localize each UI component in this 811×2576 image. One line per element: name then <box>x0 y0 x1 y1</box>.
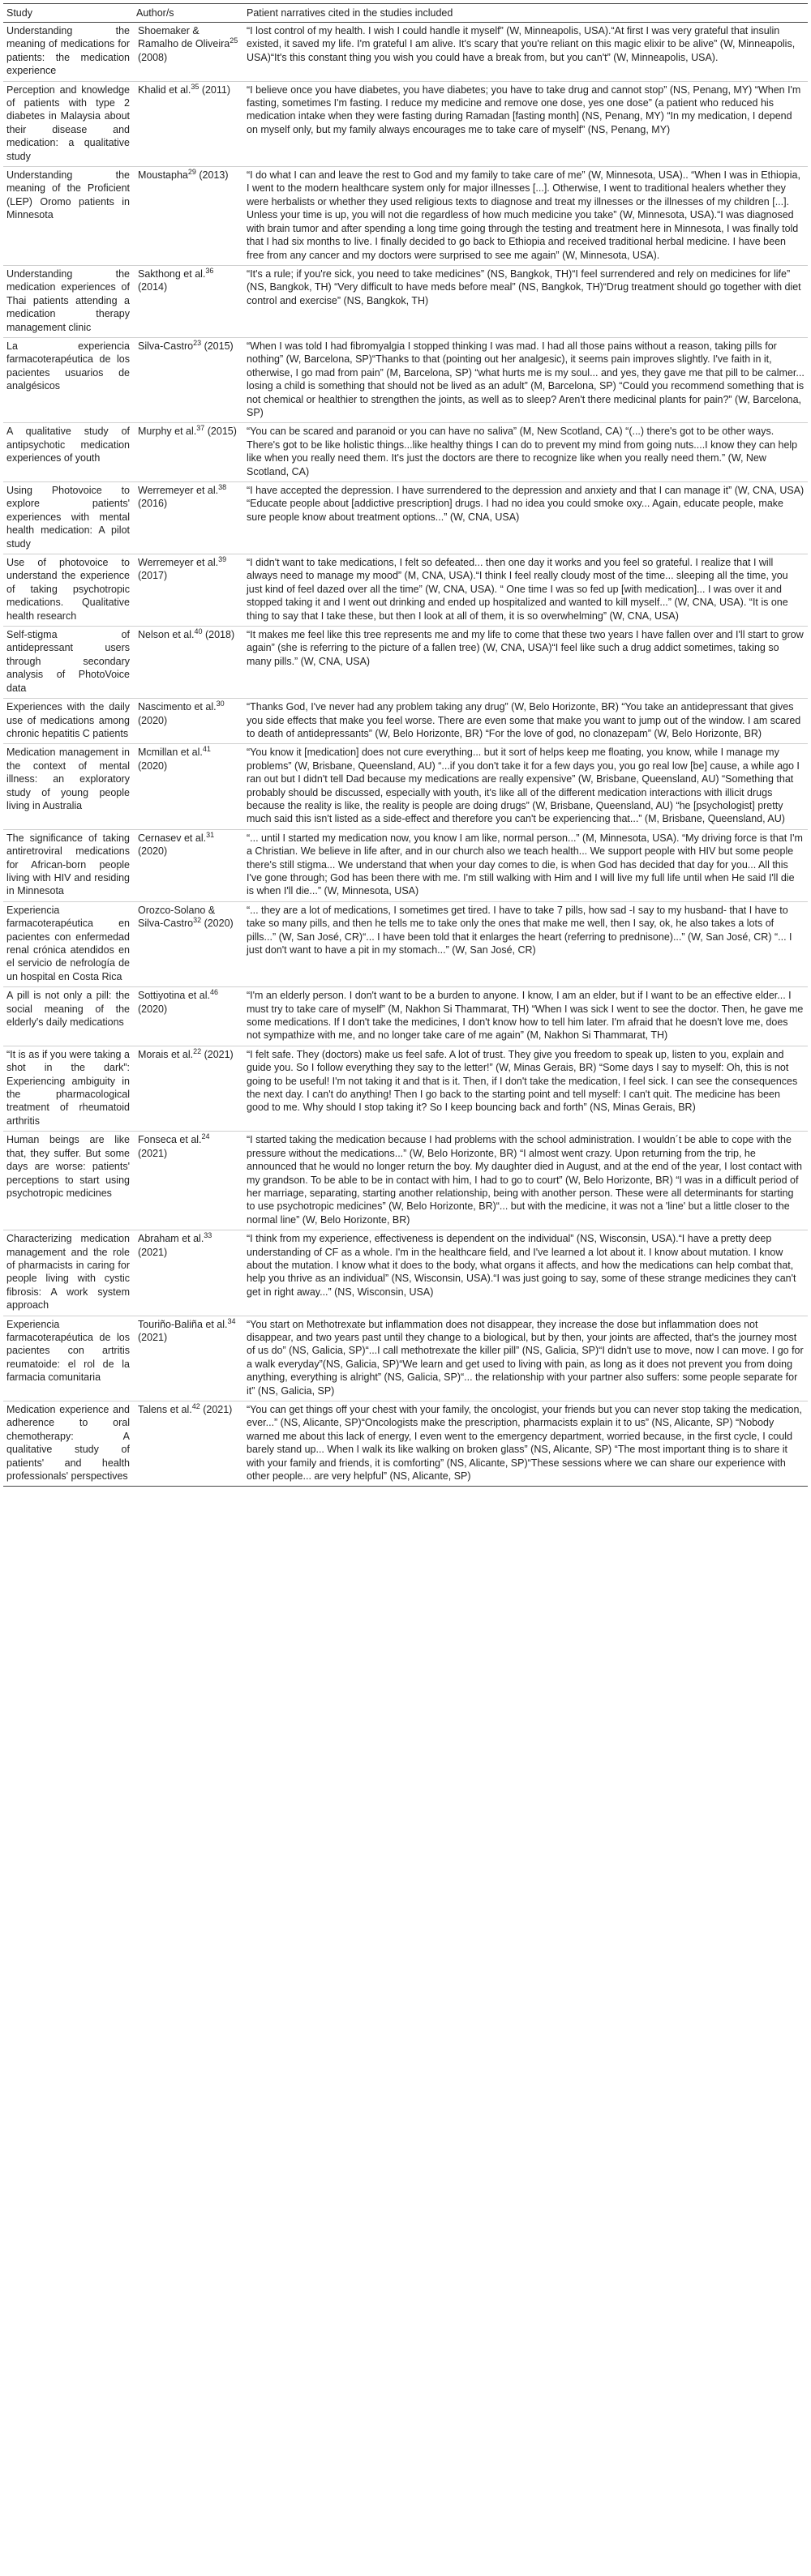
publication-year: (2014) <box>138 281 168 293</box>
author-name: Talens et al. <box>138 1404 192 1415</box>
table-row <box>3 1230 808 1316</box>
reference-number: 24 <box>201 1132 210 1141</box>
author-cell <box>133 23 243 82</box>
study-title: “It is as if you were taking a shot in the dark”: Experiencing ambiguity in the pharmacological treatment of rheumatoid arthritis <box>3 1046 133 1131</box>
reference-number: 22 <box>193 1046 202 1055</box>
table-row <box>3 482 808 554</box>
patient-narratives: “I felt safe. They (doctors) make us feel safe. A lot of trust. They give you freedom to speak up, listen to you, explain and guide you. So I follow everything they say to the letter!” (W, Minas Gerais, BR) “Some days I say to myself: Oh, this is not going to be useful! I'm not taking it and that is it. Then, if I don't take the medication, I feel sick. I can see the consequences the next day. I can't do anything! Then I go back to the starting point and tell myself: I can't quit. The medicine has been good to me. Why should I stop taking it? So I keep bouncing back and forth” (NS, Minas Gerais, BR) <box>243 1046 808 1131</box>
study-title: Experiencia farmacoterapéutica de los pacientes con artritis reumatoide: el rol de la farmacia comunitaria <box>3 1316 133 1401</box>
patient-narratives: “You start on Methotrexate but inflammation does not disappear, they increase the dose but inflammation does not disappear, and two years past until they change to a biological, but by then, your joints are affected, that's the journey most of us do” (NS, Galicia, SP)“...I call methotrexate the killer pill” (NS, Galicia, SP)“I didn't use to move, now I can move. I go for a walk everyday”(NS, Galicia, SP)“We learn and get used to living with pain, as long as it does not prevent you from doing anything, everything is alright” (NS, Galicia, SP)“... the relationship with your partner also suffers: some people separate for it” (NS, Galicia, SP) <box>243 1316 808 1401</box>
author-cell <box>133 987 243 1046</box>
author-cell <box>133 1401 243 1487</box>
table-row <box>3 901 808 986</box>
table-row <box>3 81 808 166</box>
study-title: A qualitative study of antipsychotic medication experiences of youth <box>3 423 133 482</box>
study-title: Understanding the meaning of the Proficient (LEP) Oromo patients in Minnesota <box>3 167 133 266</box>
reference-number: 34 <box>227 1316 236 1325</box>
study-title: Medication experience and adherence to oral chemotherapy: A qualitative study of patients' and health professionals' perspectives <box>3 1401 133 1487</box>
table-row <box>3 1316 808 1401</box>
reference-number: 36 <box>205 266 214 275</box>
patient-narratives: “I have accepted the depression. I have surrendered to the depression and anxiety and that I can manage it” (W, CNA, USA) “Educate people about [addictive prescription] drugs. I had no idea you could smoke oxy... Again, educate people, make sure people know about treatment options...” (W, CNA, USA) <box>243 482 808 554</box>
patient-narratives: “You know it [medication] does not cure everything... but it sort of helps keep me floating, you know, while I manage my problems” (W, Brisbane, Queensland, AU) “...if you don't take it for a few days you, you go real low [be] cause, a while ago I ran out but I didn't tell Dad because my medications are really expensive” (W, Brisbane, Queensland, AU) “Something that probably should be discussed, especially with youth, it's like all of the different medication interactions with illicit drugs because the reality is like, the reality is people are doing drugs” (W, Brisbane, Queensland, AU) “he [psychologist] pretty much said this isn't listed as a side-effect and therefore you can't be experiencing that...” (M, Brisbane, Queensland, AU) <box>243 744 808 829</box>
publication-year: (2016) <box>138 498 168 510</box>
publication-year: (2021) <box>200 1404 233 1415</box>
study-title: A pill is not only a pill: the social meaning of the elderly's daily medications <box>3 987 133 1046</box>
reference-number: 35 <box>191 82 200 91</box>
study-title: Understanding the medication experiences of Thai patients attending a medication therapy management clinic <box>3 265 133 337</box>
patient-narratives: “I believe once you have diabetes, you have diabetes; you have to take drug and cannot stop” (NS, Penang, MY) “When I'm fasting, sometimes I'm fasting. I reduce my medicine and remove one dose, yes one dose” (a patient who reduced his medication intake when they were fasting during Ramadan [fasting month] (NS, Penang, MY) “In my medication, I depend on myself only, but my family always encourages me to take care of myself” (NS, Penang, MY) <box>243 81 808 166</box>
publication-year: (2013) <box>195 169 229 182</box>
author-cell <box>133 1046 243 1131</box>
publication-year: (2008) <box>138 51 168 63</box>
header-narratives: Patient narratives cited in the studies included <box>243 4 808 23</box>
patient-narratives: “I didn't want to take medications, I felt so defeated... then one day it works and you feel so grateful. I realize that I will always need to manage my mood” (M, CNA, USA).“I think I feel really cloudy most of the time... sleeping all the time, you just kind of feel dazed over all the time” (W, CNA, USA). “ One time I was so fed up [with medication]... I was over it and stopped taking it and I went out drinking and ended up hospitalized and wanted to kill myself...” (W, CNA, USA). “It is one thing to say that I take these, but then I look at all of them, it is so overwhelming” (W, CNA, USA) <box>243 554 808 627</box>
publication-year: (2017) <box>138 570 168 582</box>
study-title: Using Photovoice to explore patients' experiences with mental health medication: A pilot study <box>3 482 133 554</box>
patient-narratives: “It makes me feel like this tree represents me and my life to come that these two years I have fallen over and I'll start to grow again” (she is referring to the picture of a fallen tree) (W, CNA, USA)“I feel like such a drug addict sometimes, taking so many pills.” (W, CNA, USA) <box>243 627 808 699</box>
header-study: Study <box>3 4 133 23</box>
table-row <box>3 1132 808 1230</box>
study-title: Experiencia farmacoterapéutica en pacientes con enfermedad renal crónica atendidos en el servicio de nefrología de un hospital en Costa Rica <box>3 901 133 986</box>
study-title: Human beings are like that, they suffer. But some days are worse: patients' perceptions to start using psychotropic medicines <box>3 1132 133 1230</box>
patient-narratives: “... they are a lot of medications, I sometimes get tired. I have to take 7 pills, how sad -I say to my husband- that I have to take so many pills, and then he tells me to take only the ones that make me well, then I say, ok, he also takes a lots of pills...” (W, San José, CR)“... I have been told that it enlarges the heart (referring to prednisone)...” (W, San José, CR) “... I just don't want to have a pit in my stomach...” (W, San José, CR) <box>243 901 808 986</box>
author-name: Moustapha <box>138 169 188 182</box>
table-row <box>3 987 808 1046</box>
table-row <box>3 554 808 627</box>
study-title: The significance of taking antiretroviral medications for African-born people living with HIV and residing in Minnesota <box>3 829 133 901</box>
author-name: Silva-Castro <box>138 340 194 352</box>
patient-narratives: “I'm an elderly person. I don't want to be a burden to anyone. I know, I am an elder, but if I want to be an effective elder... I must try to take care of myself” (M, Nakhon Si Thammarat, TH) “When I was sick I went to see the doctor. Then, he gave me some medications. If I don't take the medicines, I don't know how to tell him later. I'm afraid that he doesn't love me, does not sympathize with me, and no longer take care of me again” (M, Nakhon Si Thammarat, TH) <box>243 987 808 1046</box>
header-authors: Author/s <box>133 4 243 23</box>
author-cell <box>133 423 243 482</box>
publication-year: (2021) <box>138 1331 168 1343</box>
author-cell <box>133 901 243 986</box>
publication-year: (2015) <box>201 340 234 352</box>
table-body <box>3 23 808 1487</box>
author-cell <box>133 1132 243 1230</box>
author-cell <box>133 699 243 744</box>
author-name: Werremeyer et al. <box>138 485 219 496</box>
author-name: Werremeyer et al. <box>138 557 219 569</box>
publication-year: (2020) <box>138 760 168 772</box>
author-cell <box>133 337 243 422</box>
study-title: Perception and knowledge of patients with type 2 diabetes in Malaysia about their disease and medication: a qualitative study <box>3 81 133 166</box>
study-title: Use of photovoice to understand the experience of taking psychotropic medications. Qualitative health research <box>3 554 133 627</box>
publication-year: (2020) <box>138 714 168 726</box>
publication-year: (2021) <box>201 1048 234 1060</box>
author-cell <box>133 1316 243 1401</box>
publication-year: (2021) <box>138 1246 168 1258</box>
patient-narratives: “You can be scared and paranoid or you can have no saliva” (M, New Scotland, CA) “(...) there's got to be other ways. There's got to be like holistic things...like healthy things I can do to prevent my mind from going nuts....I know they can help like when you really need them. It's just the doctors are there to recognize like when you really need them.” (W, New Scotland, CA) <box>243 423 808 482</box>
author-cell <box>133 554 243 627</box>
publication-year: (2018) <box>202 629 235 641</box>
patient-narratives: “It's a rule; if you're sick, you need to take medicines” (NS, Bangkok, TH)“I feel surrendered and rely on medicines for life” (NS, Bangkok, TH) “Very difficult to have meds before meal” (NS, Bangkok, TH)“Drug treatment should go together with diet control and exercise” (NS, Bangkok, TH) <box>243 265 808 337</box>
patient-narratives: “I do what I can and leave the rest to God and my family to take care of me” (W, Minnesota, USA).. “When I was in Ethiopia, I went to the modern healthcare system only for major illnesses [...]. Otherwise, I went to traditional healers whether they were herbalists or whether they used religious texts to diagnose and treat my illnesses or the illnesses of my children [...]. Unless your time is up, you will not die regardless of how much medicine you take” (W, Minnesota, USA).“I was diagnosed with brain tumor and after spending a long time going through the testing and treatment here in Minnesota, I was finally told that I had six months to live. I finally decided to go back to Ethiopia and received traditional herbal medicine. I have been free from any cancer and my doctors were surprised to see me again” (W, Minnesota, USA). <box>243 167 808 266</box>
study-title: La experiencia farmacoterapéutica de los pacientes usuarios de analgésicos <box>3 337 133 422</box>
patient-narratives: “When I was told I had fibromyalgia I stopped thinking I was mad. I had all those pains without a reason, taking pills for nothing” (W, Barcelona, SP)“Thanks to that (pointing out her analgesic), it seems pain improves slightly. I've faith in it, otherwise, I go mad from pain” (M, Barcelona, SP) “what hurts me is my soul... and yes, they gave me that pill to be calmer... losing a child is something that should not be lived as an adult” (M, Barcelona, SP) “Could you recommend something that is not chemical or healthier to strengthen the joints, as well as to sleep? Aren't there medicinal plants for pain?” (W, Barcelona, SP) <box>243 337 808 422</box>
table-row <box>3 744 808 829</box>
reference-number: 46 <box>209 988 218 997</box>
study-title: Understanding the meaning of medications for patients: the medication experience <box>3 23 133 82</box>
header-row <box>3 4 808 23</box>
reference-number: 38 <box>218 482 227 491</box>
table-row <box>3 1401 808 1487</box>
author-name: Sakthong et al. <box>138 267 206 280</box>
table-row <box>3 265 808 337</box>
reference-number: 40 <box>194 627 203 635</box>
author-name: Nascimento et al. <box>138 701 217 713</box>
author-cell <box>133 167 243 266</box>
reference-number: 41 <box>202 745 211 754</box>
reference-number: 37 <box>196 424 205 433</box>
reference-number: 29 <box>187 167 196 176</box>
author-name: Murphy et al. <box>138 426 197 438</box>
author-name: Cernasev et al. <box>138 832 207 844</box>
publication-year: (2020) <box>138 1003 168 1015</box>
author-name: Touriño-Baliña et al. <box>138 1318 228 1330</box>
reference-number: 33 <box>204 1230 212 1239</box>
patient-narratives: “Thanks God, I've never had any problem taking any drug” (W, Belo Horizonte, BR) “You take an antidepressant that gives you side effects that make you feel worse. There are even some that make you want to jump out of the window. I am scared to death of antidepressants” (W, Belo Horizonte, BR) “For the love of god, no clonazepam” (W, Belo Horizonte, BR) <box>243 699 808 744</box>
author-cell <box>133 1230 243 1316</box>
author-name: Fonseca et al. <box>138 1134 202 1146</box>
table-row <box>3 699 808 744</box>
publication-year: (2011) <box>199 83 231 96</box>
author-name: Khalid et al. <box>138 83 191 96</box>
table-row <box>3 1046 808 1131</box>
table-row <box>3 23 808 82</box>
author-name: Morais et al. <box>138 1048 194 1060</box>
reference-number: 23 <box>193 338 202 347</box>
study-title: Self-stigma of antidepressant users through secondary analysis of PhotoVoice data <box>3 627 133 699</box>
studies-table <box>3 3 808 1487</box>
author-name: Shoemaker & Ramalho de Oliveira <box>138 25 230 50</box>
author-cell <box>133 744 243 829</box>
patient-narratives: “I started taking the medication because I had problems with the school administration. I wouldn´t be able to cope with the pressure without the medications...” (W, Belo Horizonte, BR) “I almost went crazy. Upon returning from the trip, he announced that he would no longer return the boy. My daughter died in August, and at the end of the year, I lost contact with my grandson. To be able to be in contact with him, I had to go to court” (W, Belo Horizonte, BR) “I was in a difficult period of her marriage, separating, starting another relationship, being with another person. These were all determinants for starting to use psychotropic medicines” (W, Belo Horizonte, BR)“... but with the medicine, it was not a 'line' but a little closer to the normal line” (W, Belo Horizonte, BR) <box>243 1132 808 1230</box>
author-name: Mcmillan et al. <box>138 747 203 759</box>
author-cell <box>133 482 243 554</box>
study-title: Experiences with the daily use of medications among chronic hepatitis C patients <box>3 699 133 744</box>
author-cell <box>133 81 243 166</box>
author-name: Sottiyotina et al. <box>138 990 210 1002</box>
publication-year: (2020) <box>201 918 234 930</box>
study-title: Medication management in the context of mental illness: an exploratory study of young people living in Australia <box>3 744 133 829</box>
study-title: Characterizing medication management and the role of pharmacists in caring for people living with cystic fibrosis: A work system approach <box>3 1230 133 1316</box>
patient-narratives: “... until I started my medication now, you know I am like, normal person...” (M, Minnesota, USA). “My driving force is that I'm a Christian. We believe in life after, and in our church also we teach health... We support people with HIV but some people there's still stigma... We understand that when your day comes to die, is when God has decided that day for you... All this I've gone through; God has been there with me. I'm still walking with Him and I will live my full life until when He said I'll die is when I'll die...” (W, Minnesota, USA) <box>243 829 808 901</box>
author-cell <box>133 627 243 699</box>
reference-number: 39 <box>218 554 227 563</box>
reference-number: 32 <box>193 916 202 925</box>
table-row <box>3 337 808 422</box>
reference-number: 30 <box>216 699 225 708</box>
author-name: Nelson et al. <box>138 629 195 641</box>
author-name: Abraham et al. <box>138 1233 204 1245</box>
publication-year: (2021) <box>138 1147 168 1159</box>
table-row <box>3 627 808 699</box>
reference-number: 25 <box>230 36 238 45</box>
table-row <box>3 829 808 901</box>
author-cell <box>133 829 243 901</box>
reference-number: 42 <box>191 1401 200 1410</box>
publication-year: (2020) <box>138 845 168 858</box>
publication-year: (2015) <box>204 426 237 438</box>
table-row <box>3 423 808 482</box>
patient-narratives: “I think from my experience, effectiveness is dependent on the individual” (NS, Wisconsin, USA).“I have a pretty deep understanding of CF as a whole. I'm in the healthcare field, and I've learned a lot about it. I know about mutation. I know about the mutation. I know what it does to the body, what organs it affects, and how the medications can help combat that, help you thrive as an individual” (NS, Wisconsin, USA).“I was just going to say, some of these strange medicines they can't get in right away...” (NS, Wisconsin, USA) <box>243 1230 808 1316</box>
patient-narratives: “I lost control of my health. I wish I could handle it myself” (W, Minneapolis, USA).“At first I was very grateful that insulin existed, it saved my life. I'm grateful I am alive. It's scary that you're reliant on this magic elixir to be alive” (W, Minneapolis, USA)“It's this constant thing you wish you could have a break from, but you can't” (W, Minneapolis, USA). <box>243 23 808 82</box>
author-name: Orozco-Solano & Silva-Castro <box>138 904 216 930</box>
patient-narratives: “You can get things off your chest with your family, the oncologist, your friends but you can never stop taking the medication, ever...” (NS, Alicante, SP)“Oncologists make the prescription, pharmacists explain it to us” (NS, Alicante, SP) “Nobody warned me about this lack of energy, I even went to the emergency department, worried because, in the first cycle, I could barely stand up... When I walk its like walking on broken glass” (NS, Alicante, SP) “The most important thing is to share it with your family and friends, it is comforting” (NS, Alicante, SP)“These sessions where we can share our experience with other people... are very helpful” (NS, Alicante, SP) <box>243 1401 808 1487</box>
reference-number: 31 <box>206 830 215 839</box>
table-row <box>3 167 808 266</box>
author-cell <box>133 265 243 337</box>
